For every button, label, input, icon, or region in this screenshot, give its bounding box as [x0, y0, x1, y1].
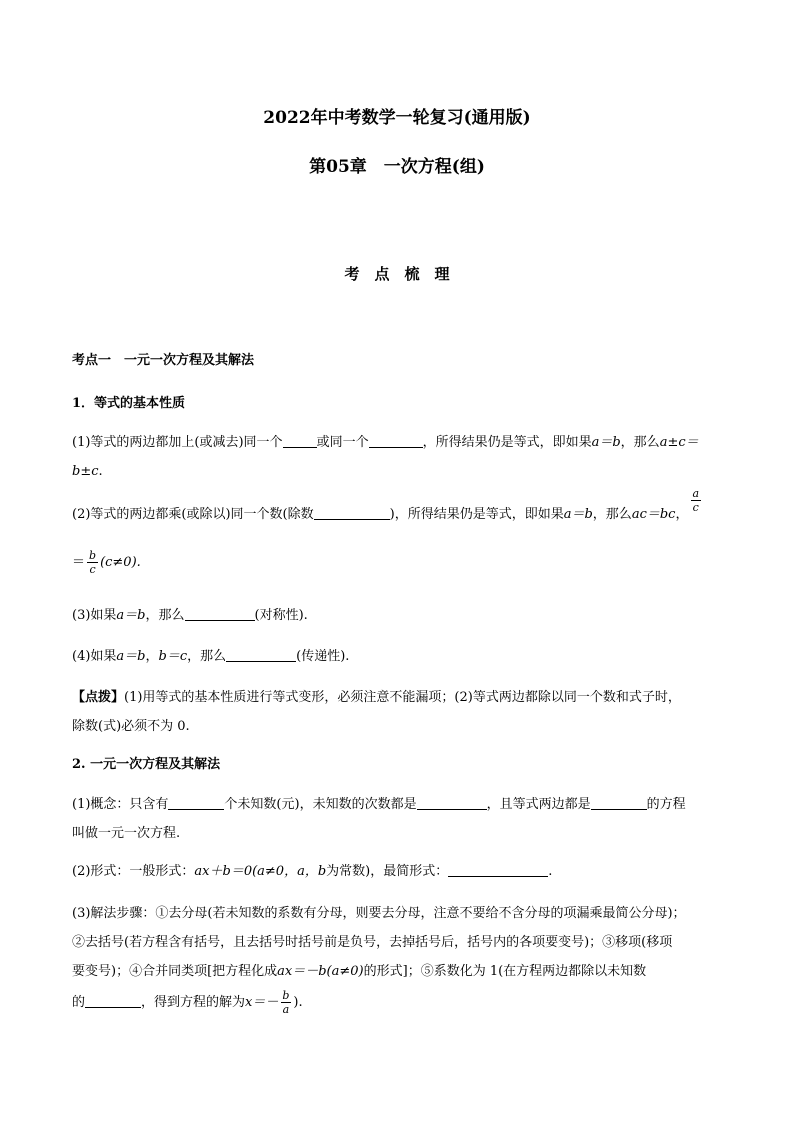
p1-text-h: . [98, 464, 103, 479]
p1-text-a: (1)等式的两边都加上(或减去)同一个 [72, 435, 283, 450]
p3-text-a: (3)如果 [72, 608, 117, 623]
p2-math-g: (c≠0). [100, 555, 141, 570]
p4-text-a: (4)如果 [72, 649, 117, 664]
fraction-b-over-c [87, 549, 98, 576]
tip-text-1: (1)用等式的基本性质进行等式变形，必须注意不能漏项；(2)等式两边都除以同一个数和式子时， [124, 690, 681, 705]
p7-line-1: (3)解法步骤：①去分母(若未知数的系数有分母，则要去分母，注意不要给不含分母的项漏乘最简公分母)； [72, 906, 686, 921]
p2-text-d: ，那么 [592, 507, 632, 522]
p2-math-c: a＝b [563, 507, 593, 522]
p4-math-b: a＝b [116, 649, 146, 664]
p2-text-a: (2)等式的两边都乘(或除以)同一个数(除数 [72, 507, 314, 522]
paragraph-1 [72, 428, 724, 486]
p1-text-c: ，所得结果仍是等式，即如果 [422, 435, 592, 450]
blank [448, 862, 548, 877]
p4-text-c: ， [145, 649, 159, 664]
blank [283, 433, 317, 448]
blank [369, 433, 423, 448]
blank [417, 795, 487, 810]
p2-math-e: ac＝bc [631, 507, 676, 522]
subheading-2: 2. 一元一次方程及其解法 [72, 757, 221, 772]
p6-text-a: (2)形式：一般形式： [72, 864, 195, 879]
title-line-1: 2022年中考数学一轮复习(通用版) [263, 108, 531, 128]
blank [168, 795, 224, 810]
p5-text-e: 叫做一元一次方程. [72, 826, 181, 841]
blank [226, 647, 296, 662]
paragraph-4 [72, 642, 724, 671]
title-line-2: 第05章 一次方程(组) [309, 157, 485, 177]
p2-eq: ＝ [72, 555, 86, 570]
p1-math-d: a＝b [591, 435, 621, 450]
p1-text-b: 或同一个 [316, 435, 369, 450]
p7-math-3b: ax＝－b(a≠0) [277, 964, 364, 979]
frac-den: c [692, 501, 699, 514]
paragraph-2-cont [72, 548, 724, 577]
fraction-b-over-a [280, 989, 291, 1016]
p6-math-b: ax＋b＝0(a≠0，a，b [194, 864, 327, 879]
kaodian-heading: 考点一 一元一次方程及其解法 [72, 353, 255, 368]
frac-den: a [282, 1003, 290, 1016]
blank [591, 795, 647, 810]
paragraph-2 [72, 487, 724, 529]
p5-text-a: (1)概念：只含有 [72, 797, 169, 812]
p3-text-c: ，那么 [145, 608, 185, 623]
blank [85, 993, 141, 1008]
subheading-1: 1．等式的基本性质 [72, 396, 186, 411]
p4-math-d: b＝c [158, 649, 188, 664]
p7-line-3a: 要变号)；④合并同类项[把方程化成 [72, 964, 278, 979]
p3-math-b: a＝b [116, 608, 146, 623]
p2-text-b: )，所得结果仍是等式，即如果 [389, 507, 564, 522]
p3-text-d: (对称性). [254, 608, 308, 623]
p1-math-f: a±c＝ [659, 435, 699, 450]
frac-num: a [692, 487, 700, 500]
p7-line-4b: ，得到方程的解为 [141, 995, 246, 1010]
tip-block [72, 683, 724, 741]
p7-line-3c: 的形式]；⑤系数化为 1(在方程两边都除以未知数 [363, 964, 647, 979]
tip-text-2: 除数(式)必须不为 0. [72, 719, 190, 734]
blank [185, 606, 255, 621]
p7-math-4c: x＝－ [245, 995, 279, 1010]
fraction-a-over-c [690, 487, 701, 514]
p4-text-e: ，那么 [187, 649, 227, 664]
blank [314, 505, 390, 520]
p5-text-c: ，且等式两边都是 [486, 797, 591, 812]
section-heading: 考 点 梳 理 [344, 265, 450, 283]
p7-line-4a: 的 [72, 995, 86, 1010]
frac-num: b [89, 549, 97, 562]
frac-num: b [282, 989, 290, 1002]
p2-text-f: ， [675, 507, 689, 522]
p6-text-d: . [548, 864, 553, 879]
p7-line-4d: ). [293, 995, 303, 1010]
p6-text-c: 为常数)，最简形式： [326, 864, 449, 879]
p5-text-b: 个未知数(元)，未知数的次数都是 [224, 797, 417, 812]
p7-line-2: ②去括号(若方程含有括号，且去括号时括号前是负号，去掉括号后，括号内的各项要变号)；③移项(移项 [72, 935, 673, 950]
paragraph-7 [72, 899, 724, 986]
paragraph-3 [72, 601, 724, 630]
p4-text-f: (传递性). [296, 649, 350, 664]
p5-text-d: 的方程 [646, 797, 686, 812]
paragraph-5 [72, 790, 724, 848]
frac-den: c [89, 563, 96, 576]
p1-math-g: b±c [72, 464, 99, 479]
p1-text-e: ，那么 [620, 435, 660, 450]
paragraph-6 [72, 857, 724, 886]
paragraph-7-last [72, 988, 724, 1017]
tip-label: 【点拨】 [72, 690, 125, 705]
